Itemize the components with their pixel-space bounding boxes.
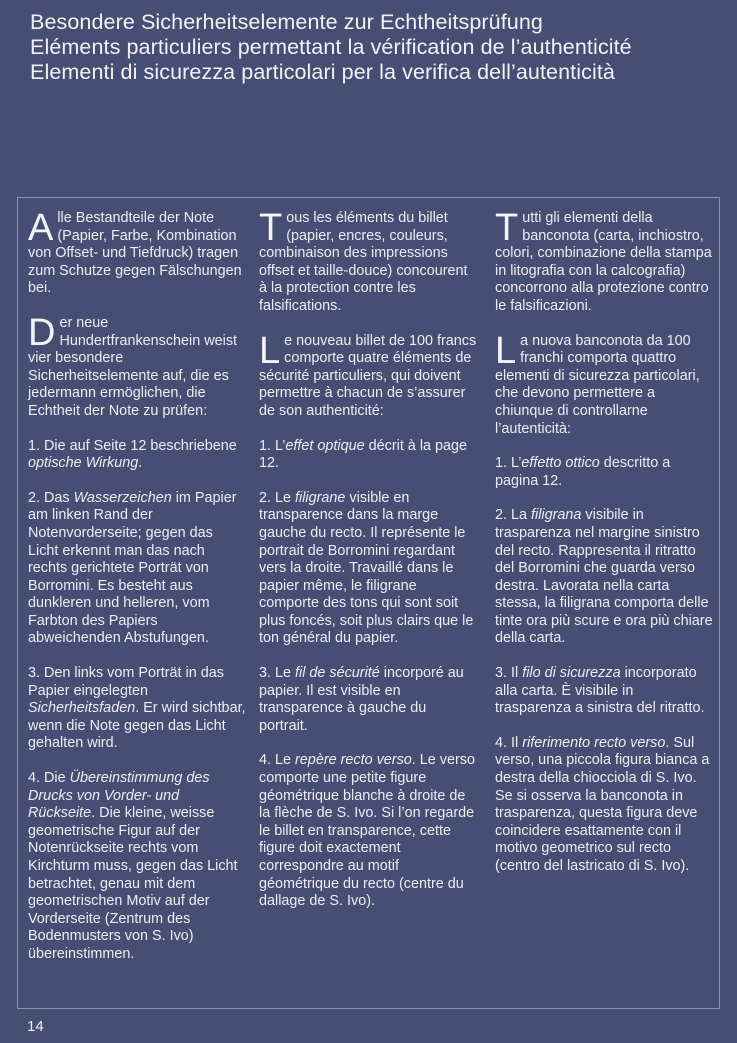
item-1: 1. L’effet optique décrit à la page 12. xyxy=(259,437,468,472)
item-1: 1. Die auf Seite 12 beschriebene optische Wirkung. xyxy=(28,437,237,472)
item-2: 2. Le filigrane visible en transparence dans la marge gauche du recto. Il représente le portrait de Borromini regardant vers la droite. Travaillé dans le papier même, le filigrane comporte des tons qui sont soit plus foncés, soit plus clairs que le ton général du papier. xyxy=(259,489,474,647)
title-german: Besondere Sicherheitselemente zur Echtheitsprüfung xyxy=(30,10,543,34)
item-4: 4. Le repère recto verso. Le verso comporte une petite figure géométrique blanche à droite de la flèche de S. Ivo. Si l’on regarde le billet en transparence, cette figure doit exactement correspondre au motif géométrique du recto (centre du dallage de S. Ivo). xyxy=(259,752,475,910)
column-german xyxy=(28,207,246,981)
drop-cap: L xyxy=(495,329,517,372)
intro-paragraph: Tutti gli elementi della banconota (carta, inchiostro, colori, combinazione della stampa in litografia con la calcografia) concorrono alla protezione contro le falsificazioni. xyxy=(495,207,712,314)
title-french: Eléments particuliers permettant la vérification de l’authenticité xyxy=(30,35,632,59)
drop-cap: T xyxy=(495,207,519,249)
title-italian: Elementi di sicurezza particolari per la verifica dell’autenticità xyxy=(30,60,615,84)
column-italian xyxy=(495,207,713,893)
item-2: 2. La filigrana visibile in trasparenza nel margine sinistro del recto. Rappresenta il ritratto del Borromini che guarda verso destra. Lavorata nella carta stessa, la filigrana comporta delle tinte ora più scure e ora più chiare della carta. xyxy=(495,507,713,647)
overview-paragraph: La nuova banconota da 100 franchi comporta quattro elementi di sicurezza particolari, che devono permettere a chiunque di controllarne l’autenticità: xyxy=(495,329,700,437)
overview-paragraph: Le nouveau billet de 100 francs comporte quatre éléments de sécurité particuliers, qui doivent permettre à chacun de s’assurer de son authenticité: xyxy=(259,329,477,419)
drop-cap: A xyxy=(28,207,54,249)
page-number: 14 xyxy=(27,1018,44,1035)
intro-paragraph: Alle Bestandteile der Note (Papier, Farbe, Kombination von Offset- und Tiefdruck) tragen zum Schutze gegen Fälschungen bei. xyxy=(28,207,242,297)
item-3: 3. Den links vom Porträt in das Papier eingelegten Sicherheitsfaden. Er wird sichtbar, wenn die Note gegen das Licht gehalten wird. xyxy=(28,665,246,752)
column-french xyxy=(259,207,478,928)
item-4: 4. Die Übereinstimmung des Drucks von Vorder- und Rückseite. Die kleine, weisse geometrische Figur auf der Notenrückseite rechts vom Kirchturm muss, gegen das Licht betrachtet, genau mit dem geometrischen Motiv auf der Vorderseite (Zentrum des Bodenmusters von S. Ivo) übereinstimmen. xyxy=(28,770,238,962)
item-2: 2. Das Wasserzeichen im Papier am linken Rand der Notenvorderseite; gegen das Licht erkennt man das nach rechts gerichtete Porträt von Borromini. Es besteht aus dunkleren und helleren, vom Farbton des Papiers abweichenden Abstufungen. xyxy=(28,489,237,647)
drop-cap: D xyxy=(28,311,56,354)
item-3: 3. Il filo di sicurezza incorporato alla carta. È visibile in trasparenza a sinistra del ritratto. xyxy=(495,665,705,717)
page-header xyxy=(30,10,720,85)
intro-paragraph: Tous les éléments du billet (papier, encres, couleurs, combinaison des impressions offset et taille-douce) concourent à la protection contre les falsifications. xyxy=(259,207,468,314)
item-4: 4. Il riferimento recto verso. Sul verso, una piccola figura bianca a destra della chiocciola di S. Ivo. Se si osserva la banconota in trasparenza, questa figura deve coincidere esattamente con il motivo geometrico sul recto (centro del lastricato di S. Ivo). xyxy=(495,734,710,874)
overview-paragraph: Der neue Hundertfrankenschein weist vier besondere Sicherheitselemente auf, die es jedermann ermöglichen, die Echtheit der Note zu prüfen: xyxy=(28,311,238,419)
drop-cap: T xyxy=(259,207,283,249)
drop-cap: L xyxy=(259,329,281,372)
item-3: 3. Le fil de sécurité incorporé au papier. Il est visible en transparence à gauche du portrait. xyxy=(259,665,464,734)
item-1: 1. L’effetto ottico descritto a pagina 12. xyxy=(495,455,671,489)
